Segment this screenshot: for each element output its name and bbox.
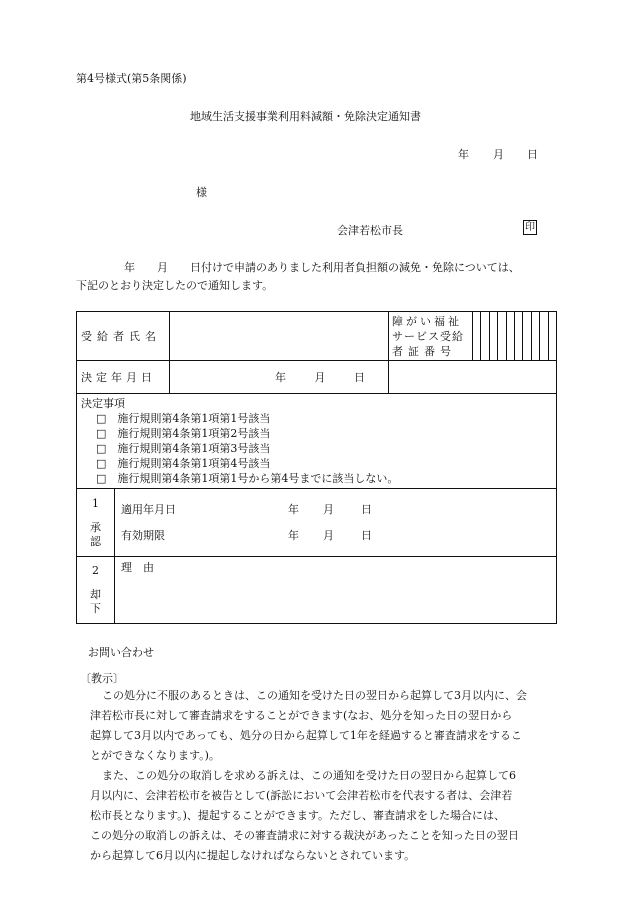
- form-number: 第4号様式(第5条関係): [76, 72, 187, 85]
- decision-date-label-cell: [77, 361, 170, 394]
- rejection-char-1: 却: [90, 588, 101, 601]
- approval-number: 1: [92, 496, 99, 510]
- notice-paragraph-2-line: この処分の取消しの訴えは、その審査請求に対する裁決があったことを知った日の翌日: [90, 829, 519, 842]
- decision-date-blank-cell: [389, 361, 557, 394]
- decision-item-checkbox[interactable]: □ 施行規則第4条第1項第4号該当: [96, 457, 271, 470]
- approval-char-1: 承: [90, 520, 101, 534]
- effective-date-month: 月: [323, 502, 334, 516]
- approval-char-2: 認: [90, 534, 101, 548]
- certificate-number-boxes[interactable]: [473, 312, 557, 361]
- certificate-label-line-3: 者証番号: [392, 344, 457, 358]
- issue-date-month: 月: [493, 148, 504, 161]
- intro-line-1: 年 月 日付けで申請のありました利用者負担額の減免・免除については、: [124, 261, 520, 274]
- seal-mark: 印: [525, 222, 535, 233]
- notice-heading: 〔教示〕: [80, 672, 124, 685]
- decision-item-checkbox[interactable]: □ 施行規則第4条第1項第3号該当: [96, 442, 271, 455]
- approval-details: [115, 489, 557, 557]
- notice-paragraph-2-line: また、この処分の取消しを求める訴えは、この通知を受けた日の翌日から起算して6: [102, 769, 516, 782]
- recipient-name-label: 受給者氏名: [81, 330, 161, 343]
- certificate-label-line-2: サービス受給: [392, 329, 465, 343]
- document-title: 地域生活支援事業利用料減額・免除決定通知書: [190, 110, 421, 123]
- effective-date-day: 日: [361, 502, 372, 516]
- notice-paragraph-2: [80, 766, 558, 866]
- inquiry-label: お問い合わせ: [88, 646, 154, 659]
- certificate-digit-box[interactable]: [531, 312, 539, 360]
- approval-section-label: [77, 489, 115, 557]
- rejection-number: 2: [92, 564, 99, 577]
- recipient-name-field[interactable]: [170, 312, 389, 361]
- notice-paragraph-1-line: この処分に不服のあるときは、この通知を受けた日の翌日から起算して3月以内に、会: [102, 689, 527, 702]
- certificate-label-line-1: 障がい福祉: [392, 314, 463, 328]
- intro-line-2: 下記のとおり決定したので通知します。: [76, 279, 274, 292]
- decision-date-label: 決定年月日: [81, 371, 156, 384]
- rejection-section-label: [77, 557, 115, 624]
- decision-item-checkbox[interactable]: □ 施行規則第4条第1項第1号該当: [96, 412, 271, 425]
- issue-date-day: 日: [527, 148, 538, 161]
- notice-paragraph-1: [80, 686, 558, 766]
- notice-paragraph-1-line: 起算して3月以内であっても、処分の日から起算して1年を経過すると審査請求をするこ: [90, 729, 522, 742]
- effective-date-label: 適用年月日: [121, 502, 176, 516]
- decision-item-checkbox[interactable]: □ 施行規則第4条第1項第2号該当: [96, 427, 271, 440]
- certificate-digit-box[interactable]: [548, 312, 556, 360]
- notice-paragraph-2-line: から起算して6月以内に提起しなければならないとされています。: [90, 849, 416, 862]
- valid-period-day: 日: [361, 528, 372, 542]
- notice-paragraph-2-line: 松市長となります。)、提起することができます。ただし、審査請求をした場合には、: [90, 809, 506, 822]
- addressee-suffix: 様: [196, 186, 207, 199]
- decision-items-label: 決定事項: [81, 397, 125, 410]
- notice-paragraph-2-line: 月以内に、会津若松市を被告として(訴訟において会津若松市を代表する者は、会津若: [90, 789, 513, 802]
- certificate-number-label-cell: [389, 312, 473, 361]
- recipient-name-label-cell: [77, 312, 170, 361]
- certificate-digit-box[interactable]: [506, 312, 514, 360]
- decision-items-cell: [77, 394, 557, 489]
- valid-period-year: 年: [288, 528, 299, 542]
- valid-period-month: 月: [323, 528, 334, 542]
- certificate-digit-box[interactable]: [473, 312, 480, 360]
- decision-date-month: 月: [314, 371, 326, 384]
- decision-date-year: 年: [275, 371, 286, 384]
- effective-date-year: 年: [288, 502, 299, 516]
- valid-period-label: 有効期限: [121, 528, 165, 542]
- rejection-reason-field[interactable]: [115, 557, 557, 624]
- decision-date-field[interactable]: [170, 361, 389, 394]
- issue-date-year: 年: [458, 148, 469, 161]
- issuer-name: 会津若松市長: [337, 224, 403, 237]
- certificate-digit-box[interactable]: [539, 312, 547, 360]
- certificate-digit-box[interactable]: [522, 312, 530, 360]
- certificate-digit-box[interactable]: [514, 312, 522, 360]
- notice-paragraph-1-line: とができなくなります。)。: [90, 749, 220, 762]
- notice-paragraph-1-line: 津若松市長に対して審査請求をすることができます(なお、処分を知った日の翌日から: [90, 709, 513, 722]
- certificate-digit-box[interactable]: [489, 312, 497, 360]
- decision-item-checkbox[interactable]: □ 施行規則第4条第1項第1号から第4号までに該当しない。: [96, 472, 399, 485]
- decision-form-table: [76, 311, 557, 624]
- certificate-digit-box[interactable]: [497, 312, 505, 360]
- certificate-digit-box[interactable]: [480, 312, 488, 360]
- rejection-char-2: 下: [90, 602, 101, 615]
- rejection-reason-label: 理 由: [121, 561, 154, 574]
- decision-date-day: 日: [354, 371, 365, 384]
